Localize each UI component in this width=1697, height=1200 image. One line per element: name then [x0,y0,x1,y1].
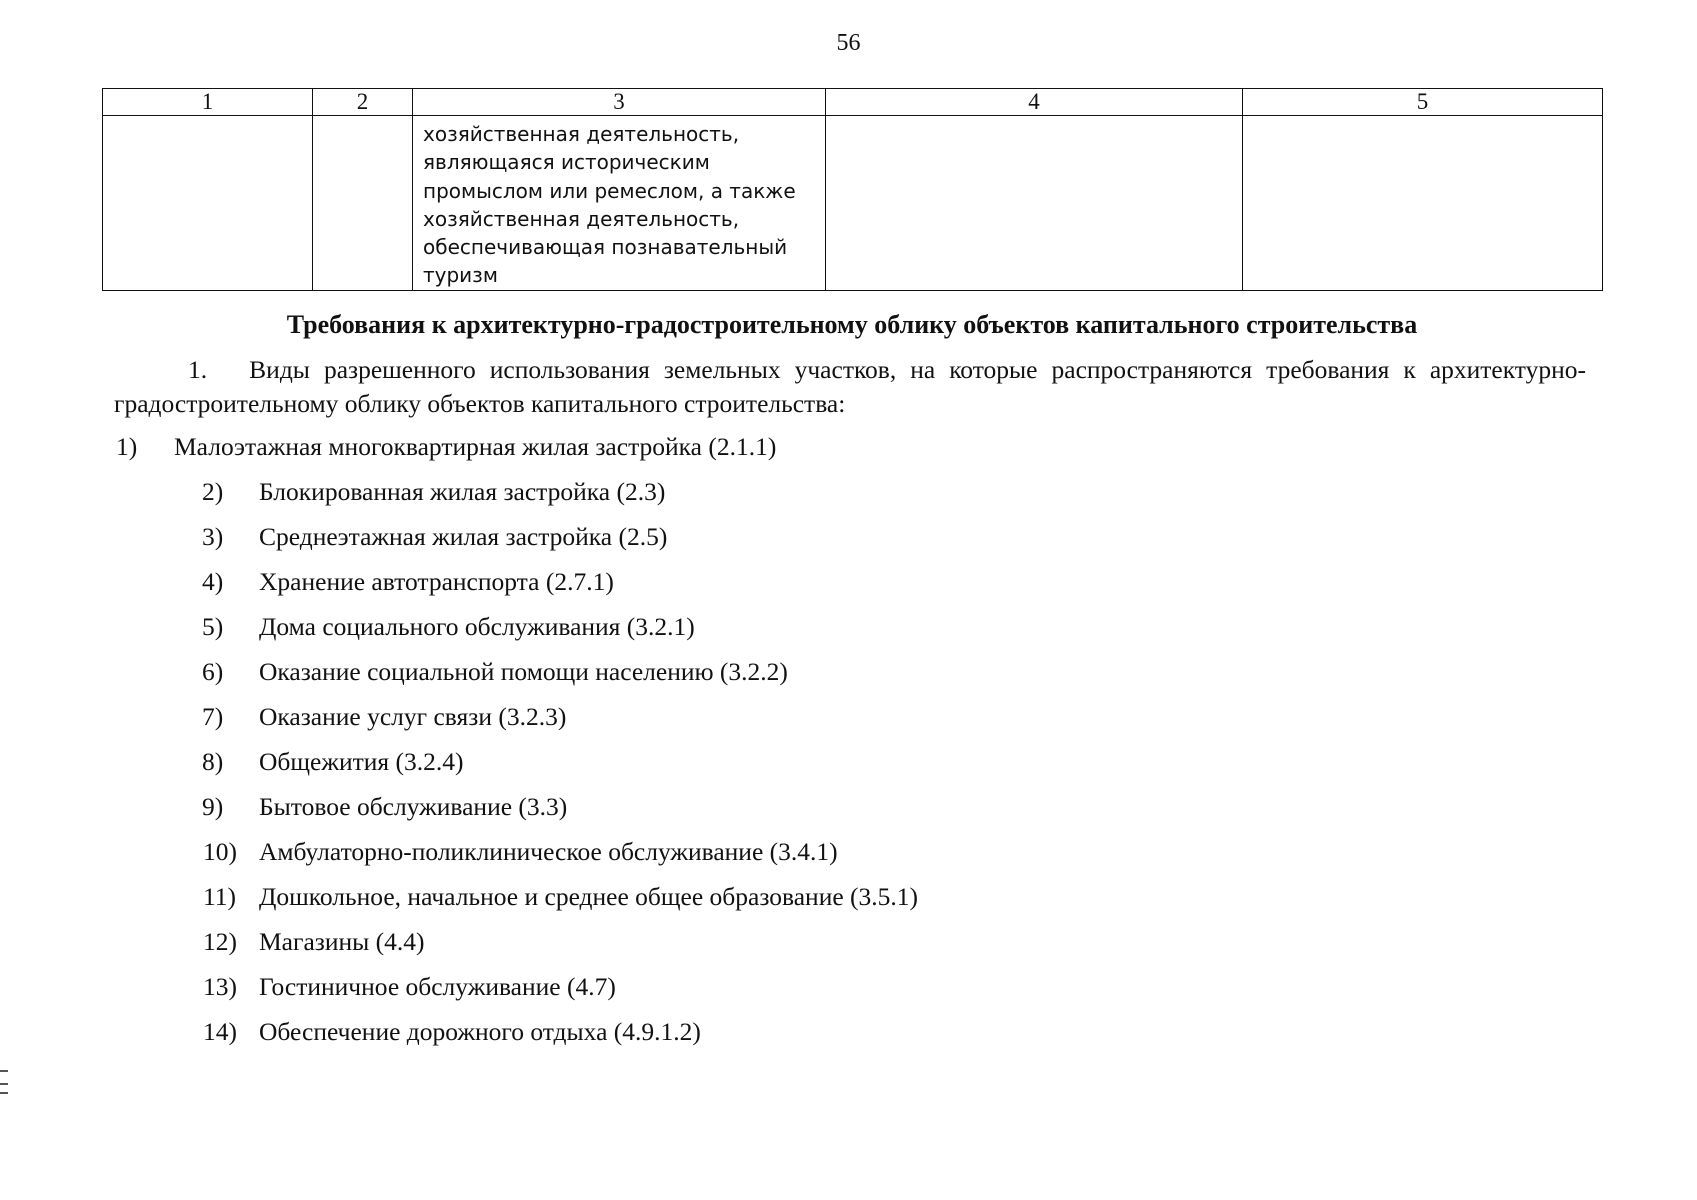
list-item-text: Магазины (4.4) [259,927,425,956]
list-item-text: Дома социального обслуживания (3.2.1) [259,612,695,641]
table-header-col-4: 4 [826,89,1243,116]
scan-mark [0,1070,8,1072]
table-row [103,116,1603,291]
list-item-number: 2) [202,477,224,506]
list-item-number: 7) [202,702,224,731]
section-heading: Требования к архитектурно-градостроительному облику объектов капитального строительства [286,310,1418,339]
list-item-number: 8) [202,747,224,776]
list-item-text: Оказание услуг связи (3.2.3) [259,702,567,731]
table-header-col-3: 3 [413,89,826,116]
list-item-text: Малоэтажная многоквартирная жилая застройка (2.1.1) [174,432,777,461]
list-item-number: 12) [203,927,237,956]
list-item-text: Амбулаторно-поликлиническое обслуживание (3.4.1) [259,837,838,866]
list-item-number: 13) [203,972,237,1001]
list-item-number: 11) [203,882,237,911]
list-item-text: Среднеэтажная жилая застройка (2.5) [259,522,668,551]
table-cell-col-5 [1243,116,1603,291]
list-item-number: 6) [202,657,224,686]
table-header-col-5: 5 [1243,89,1603,116]
list-item-text: Дошкольное, начальное и среднее общее образование (3.5.1) [259,882,919,911]
table-cell-col-3-text: хозяйственная деятельность, являющаяся историческим промыслом или ремеслом, а также хозяйственная деятельность, обеспечивающая познавательный туризм [423,122,796,288]
table-header-row [103,89,1603,116]
list-item-number: 5) [202,612,224,641]
list-item-number: 4) [202,567,224,596]
list-item-text: Гостиничное обслуживание (4.7) [259,972,616,1001]
continuation-table [102,88,1603,291]
list-item-text: Обеспечение дорожного отдыха (4.9.1.2) [259,1017,701,1046]
table-cell-col-2 [313,116,413,291]
list-item-number: 9) [202,792,224,821]
list-item-number: 3) [202,522,224,551]
table-cell-col-3 [413,116,826,291]
table-cell-col-1 [103,116,313,291]
table-cell-col-4 [826,116,1243,291]
list-item-text: Оказание социальной помощи населению (3.2.2) [259,657,788,686]
list-item-number: 14) [203,1017,237,1046]
page-number: 56 [836,30,861,56]
list-item-text: Хранение автотранспорта (2.7.1) [259,567,614,596]
list-item-number: 1) [116,432,138,461]
table-header-col-1: 1 [103,89,313,116]
scan-mark [0,1083,8,1085]
list-item-text: Блокированная жилая застройка (2.3) [259,477,666,506]
scan-mark [0,1092,8,1094]
table-header-col-2: 2 [313,89,413,116]
list-item-number: 10) [203,837,237,866]
list-item-text: Общежития (3.2.4) [259,747,464,776]
list-item-text: Бытовое обслуживание (3.3) [259,792,568,821]
intro-paragraph: 1. Виды разрешенного использования земельных участков, на которые распространяются требования к архитектурно-градостроительному облику объектов капитального строительства: [114,355,1586,418]
